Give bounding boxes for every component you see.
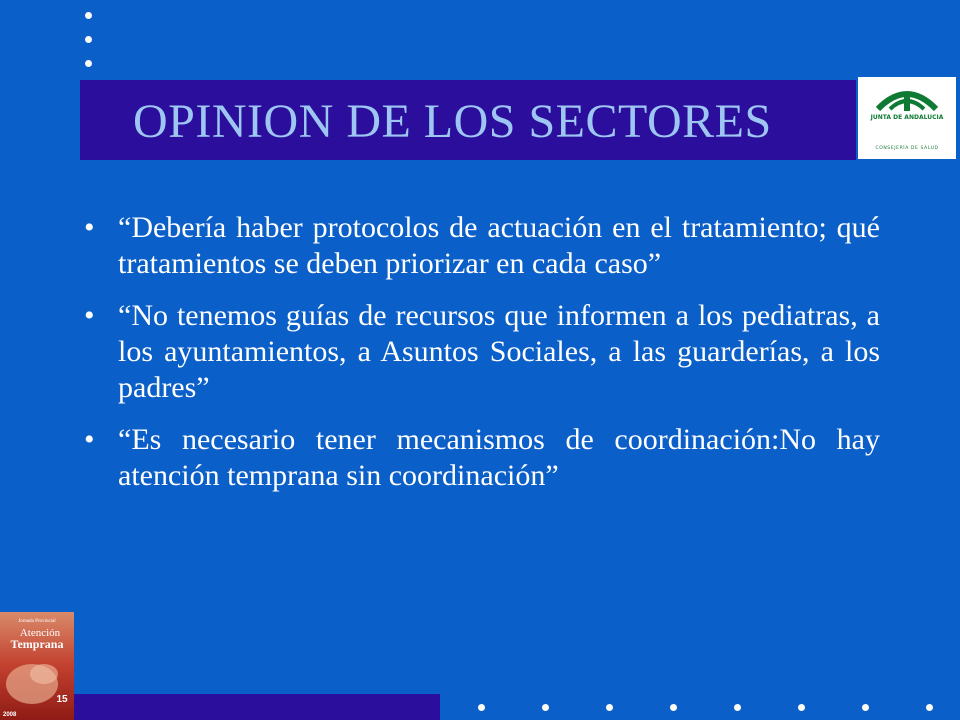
- footer-bar: [74, 694, 440, 720]
- decor-dot: [478, 704, 485, 711]
- decor-dot: [85, 36, 92, 43]
- cover-year: 2008: [3, 712, 17, 718]
- cover-line2: Atención: [19, 627, 61, 639]
- junta-andalucia-logo: [858, 77, 956, 159]
- cover-artwork-icon: [0, 612, 74, 720]
- bullet-text: “Es necesario tener mecanismos de coordinación:No hay atención temprana sin coordinación”: [118, 423, 880, 492]
- bullet-marker: •: [84, 299, 95, 332]
- decor-dot: [862, 704, 869, 711]
- cover-number: 15: [56, 694, 68, 705]
- slide-title: OPINION DE LOS SECTORES: [133, 95, 772, 148]
- bullet-text: “Debería haber protocolos de actuación en el tratamiento; qué tratamientos se deben priorizar en cada caso”: [118, 211, 880, 280]
- atencion-temprana-cover-image: [0, 612, 74, 720]
- decor-dot: [926, 704, 933, 711]
- decor-dot: [542, 704, 549, 711]
- decor-dot: [798, 704, 805, 711]
- cover-line3: Temprana: [10, 637, 64, 651]
- decor-dot: [734, 704, 741, 711]
- bullet-marker: •: [84, 423, 95, 456]
- logo-caption: CONSEJERÍA DE SALUD: [875, 146, 939, 151]
- bullet-item: [80, 298, 880, 406]
- bullet-item: [80, 210, 880, 282]
- decor-dot: [670, 704, 677, 711]
- bullet-text: “No tenemos guías de recursos que informen a los pediatras, a los ayuntamientos, a Asuntos Sociales, a las guarderías, a los padres”: [118, 299, 880, 404]
- decor-dot: [85, 12, 92, 19]
- bullet-marker: •: [84, 211, 95, 244]
- bullet-list: [80, 210, 880, 510]
- cover-line1: Jornada Provincial: [18, 619, 56, 624]
- logo-name: JUNTA DE ANDALUCIA: [870, 114, 944, 121]
- bullet-item: [80, 422, 880, 494]
- decor-dot: [85, 60, 92, 67]
- decor-dot: [606, 704, 613, 711]
